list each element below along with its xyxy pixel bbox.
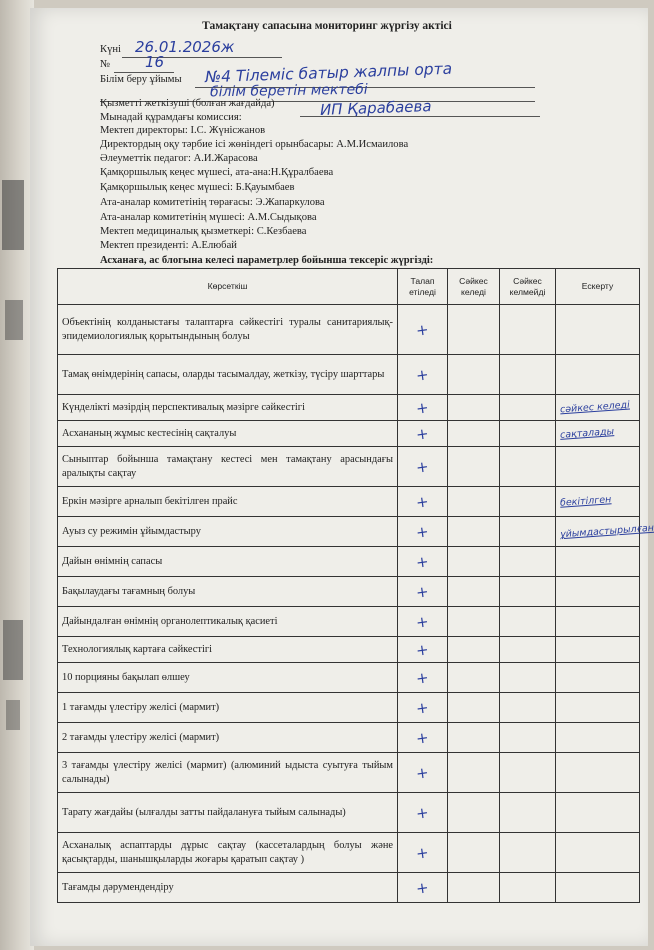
criterion-cell: 3 тағамды үлестіру желісі (мармит) (алюминий ыдыста суытуға тыйым салынады) xyxy=(58,753,398,793)
required-cell xyxy=(398,355,448,395)
plus-mark: + xyxy=(415,456,430,477)
criterion-cell: Еркін мәзірге арналып бекітілген прайс xyxy=(58,487,398,517)
note-cell xyxy=(556,833,640,873)
binding-marks xyxy=(0,0,30,950)
plus-mark: + xyxy=(415,491,430,512)
col-noncompliant: Сәйкес келмейді xyxy=(500,269,556,305)
compliant-cell xyxy=(448,607,500,637)
compliant-cell xyxy=(448,355,500,395)
note-cell xyxy=(556,517,654,547)
note-cell xyxy=(556,873,640,903)
note-cell xyxy=(556,547,640,577)
noncompliant-cell xyxy=(500,517,556,547)
number-value: 16 xyxy=(145,53,165,71)
note-cell xyxy=(556,421,640,447)
col-required: Талап етіледі xyxy=(398,269,448,305)
compliant-cell xyxy=(448,693,500,723)
commission-label: Мынадай құрамдағы комиссия: xyxy=(100,112,242,123)
member-deputy-director: Директордың оқу тәрбие ісі жөніндегі орынбасары: А.М.Исмаилова xyxy=(100,139,409,150)
plus-mark: + xyxy=(415,727,430,748)
member-parent-chair: Ата-аналар комитетінің төрағасы: Э.Жапаркулова xyxy=(100,197,325,208)
note-text: сақталады xyxy=(559,426,615,441)
table-row xyxy=(58,873,640,903)
note-cell xyxy=(556,487,640,517)
required-cell xyxy=(398,693,448,723)
table-row xyxy=(58,833,640,873)
criterion-cell: Сыныптар бойынша тамақтану кестесі мен тамақтану арасындағы аралықты сақтау xyxy=(58,447,398,487)
member-medical-worker: Мектеп медициналық қызметкері: С.Кезбаева xyxy=(100,226,307,237)
compliant-cell xyxy=(448,577,500,607)
required-cell xyxy=(398,395,448,421)
noncompliant-cell xyxy=(500,723,556,753)
required-cell xyxy=(398,487,448,517)
noncompliant-cell xyxy=(500,607,556,637)
noncompliant-cell xyxy=(500,487,556,517)
required-cell xyxy=(398,723,448,753)
noncompliant-cell xyxy=(500,355,556,395)
org-value-line1: №4 Тілеміс батыр жалпы орта xyxy=(204,59,453,87)
criterion-cell: Объектінің колданыстағы талаптарға сәйкестігі туралы санитариялық-эпидемиологиялық қорытындының болуы xyxy=(58,305,398,355)
plus-mark: + xyxy=(415,762,430,783)
plus-mark: + xyxy=(415,521,430,542)
required-cell xyxy=(398,547,448,577)
table-row xyxy=(58,421,640,447)
plus-mark: + xyxy=(415,423,430,444)
criterion-cell: Тамақ өнімдерінің сапасы, оларды тасымалдау, жеткізу, түсіру шарттары xyxy=(58,355,398,395)
table-row xyxy=(58,487,640,517)
member-trustee-parent: Қамқоршылық кеңес мүшесі, ата-ана:Н.Құралбаева xyxy=(100,167,334,178)
compliant-cell xyxy=(448,663,500,693)
noncompliant-cell xyxy=(500,873,556,903)
noncompliant-cell xyxy=(500,421,556,447)
criterion-cell: Бақылаудағы тағамның болуы xyxy=(58,577,398,607)
required-cell xyxy=(398,577,448,607)
criterion-cell: 1 тағамды үлестіру желісі (мармит) xyxy=(58,693,398,723)
required-cell xyxy=(398,663,448,693)
noncompliant-cell xyxy=(500,447,556,487)
note-cell xyxy=(556,577,640,607)
note-cell xyxy=(556,395,640,421)
required-cell xyxy=(398,833,448,873)
noncompliant-cell xyxy=(500,547,556,577)
plus-mark: + xyxy=(415,581,430,602)
plus-mark: + xyxy=(415,877,430,898)
plus-mark: + xyxy=(415,697,430,718)
criterion-cell: Асхананың жұмыс кестесінің сақталуы xyxy=(58,421,398,447)
compliant-cell xyxy=(448,395,500,421)
plus-mark: + xyxy=(415,319,430,340)
plus-mark: + xyxy=(415,611,430,632)
noncompliant-cell xyxy=(500,753,556,793)
required-cell xyxy=(398,447,448,487)
compliant-cell xyxy=(448,723,500,753)
note-text: сәйкес келеді xyxy=(559,399,631,416)
org-value-line2: білім беретін мектебі xyxy=(209,81,368,101)
criterion-cell: Күнделікті мәзірдің перспективалық мәзірге сәйкестігі xyxy=(58,395,398,421)
noncompliant-cell xyxy=(500,395,556,421)
compliant-cell xyxy=(448,487,500,517)
table-header-row xyxy=(58,269,640,305)
supplier-label: Қызметті жеткізуші (болған жағдайда) xyxy=(100,98,275,109)
plus-mark: + xyxy=(415,802,430,823)
col-criterion: Көрсеткіш xyxy=(58,269,398,305)
criterion-cell: Технологиялық картаға сәйкестігі xyxy=(58,637,398,663)
note-cell xyxy=(556,447,640,487)
required-cell xyxy=(398,637,448,663)
criterion-cell: 10 порцияны бақылап өлшеу xyxy=(58,663,398,693)
table-row xyxy=(58,637,640,663)
table-row xyxy=(58,607,640,637)
org-label: Білім беру ұйымы xyxy=(100,74,182,85)
required-cell xyxy=(398,793,448,833)
plus-mark: + xyxy=(415,551,430,572)
noncompliant-cell xyxy=(500,577,556,607)
note-cell xyxy=(556,793,640,833)
noncompliant-cell xyxy=(500,693,556,723)
plus-mark: + xyxy=(415,639,430,660)
compliant-cell xyxy=(448,793,500,833)
required-cell xyxy=(398,517,448,547)
plus-mark: + xyxy=(415,842,430,863)
member-trustee: Қамқоршылық кеңес мүшесі: Б.Қауымбаев xyxy=(100,182,295,193)
required-cell xyxy=(398,607,448,637)
supplier-value: ИП Қарабаева xyxy=(319,97,432,119)
required-cell xyxy=(398,421,448,447)
criterion-cell: Дайын өнімнің сапасы xyxy=(58,547,398,577)
table-row xyxy=(58,547,640,577)
note-cell xyxy=(556,637,640,663)
note-cell xyxy=(556,753,640,793)
plus-mark: + xyxy=(415,397,430,418)
table-row xyxy=(58,663,640,693)
table-row xyxy=(58,447,640,487)
criterion-cell: Асханалық аспаптарды дұрыс сақтау (кассеталардың болуы және қасықтарды, шанышқыларды жоғары қаратып сақтау ) xyxy=(58,833,398,873)
member-director: Мектеп директоры: І.С. Жүнісжанов xyxy=(100,125,266,136)
noncompliant-cell xyxy=(500,663,556,693)
compliant-cell xyxy=(448,447,500,487)
compliant-cell xyxy=(448,547,500,577)
required-cell xyxy=(398,753,448,793)
table-row xyxy=(58,723,640,753)
number-label: № xyxy=(100,59,111,70)
date-value: 26.01.2026ж xyxy=(135,38,235,56)
criterion-cell: Тарату жағдайы (ылғалды затты пайдалануға тыйым салынады) xyxy=(58,793,398,833)
required-cell xyxy=(398,873,448,903)
inspection-table xyxy=(57,268,654,903)
number-underline xyxy=(114,72,174,73)
date-label: Күні xyxy=(100,44,121,55)
compliant-cell xyxy=(448,753,500,793)
table-row xyxy=(58,517,640,547)
noncompliant-cell xyxy=(500,833,556,873)
table-row xyxy=(58,395,640,421)
noncompliant-cell xyxy=(500,793,556,833)
compliant-cell xyxy=(448,421,500,447)
criterion-cell: Ауыз су режимін ұйымдастыру xyxy=(58,517,398,547)
compliant-cell xyxy=(448,833,500,873)
table-row xyxy=(58,693,640,723)
col-note: Ескерту xyxy=(556,269,640,305)
required-cell xyxy=(398,305,448,355)
table-row xyxy=(58,577,640,607)
plus-mark: + xyxy=(415,667,430,688)
plus-mark: + xyxy=(415,364,430,385)
note-cell xyxy=(556,723,640,753)
note-text: бекітілген xyxy=(559,494,612,509)
note-cell xyxy=(556,607,640,637)
note-cell xyxy=(556,305,640,355)
table-row xyxy=(58,793,640,833)
document-title: Тамақтану сапасына мониторинг жүргізу актісі xyxy=(202,20,452,32)
compliant-cell xyxy=(448,517,500,547)
member-school-president: Мектеп президенті: А.Елюбай xyxy=(100,240,237,251)
note-cell xyxy=(556,355,640,395)
criterion-cell: Тағамды дәрумендендіру xyxy=(58,873,398,903)
criterion-cell: Дайындалған өнімнің органолептикалық қасиеті xyxy=(58,607,398,637)
member-social-pedagogue: Әлеуметтік педагог: А.И.Жарасова xyxy=(100,153,258,164)
col-compliant: Сәйкес келеді xyxy=(448,269,500,305)
note-cell xyxy=(556,693,640,723)
table-row xyxy=(58,305,640,355)
note-text: ұйымдастырылған xyxy=(559,522,654,541)
note-cell xyxy=(556,663,640,693)
noncompliant-cell xyxy=(500,305,556,355)
table-row xyxy=(58,355,640,395)
table-row xyxy=(58,753,640,793)
compliant-cell xyxy=(448,305,500,355)
table-heading: Асханаға, ас блогына келесі параметрлер бойынша тексеріс жүргізді: xyxy=(100,255,434,266)
noncompliant-cell xyxy=(500,637,556,663)
member-parent-committee: Ата-аналар комитетінің мүшесі: А.М.Сыдықова xyxy=(100,212,317,223)
compliant-cell xyxy=(448,873,500,903)
criterion-cell: 2 тағамды үлестіру желісі (мармит) xyxy=(58,723,398,753)
compliant-cell xyxy=(448,637,500,663)
